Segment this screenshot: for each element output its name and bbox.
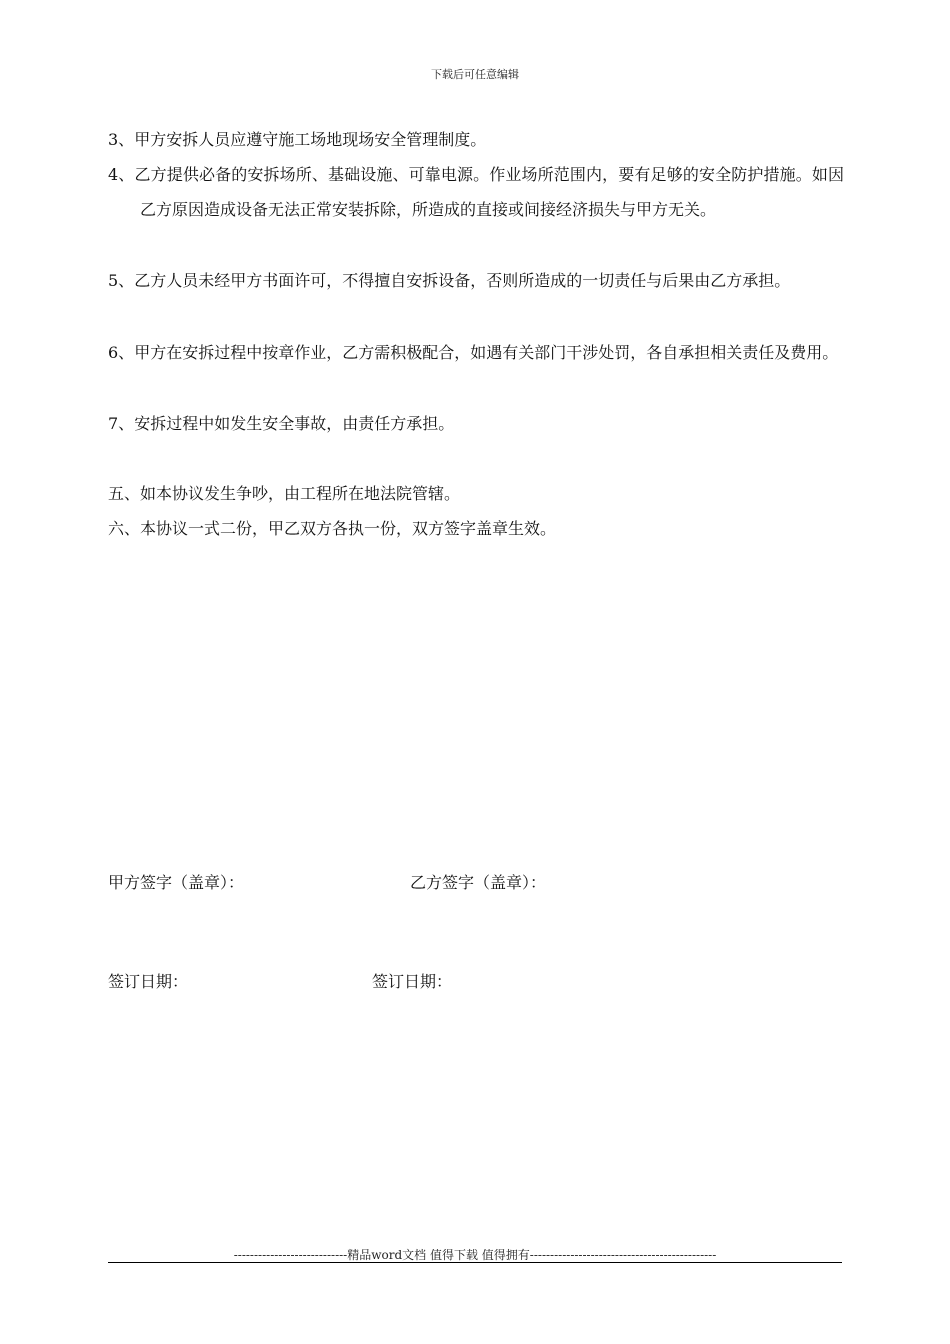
- footer-divider: [108, 1262, 842, 1263]
- item-number: 6、: [108, 343, 135, 362]
- clause-copies: 六、本协议一式二份，甲乙双方各执一份，双方签字盖章生效。: [108, 519, 557, 538]
- item-text: 乙方提供必备的安拆场所、基础设施、可靠电源。作业场所范围内，要有足够的安全防护措施。如因乙方原因造成设备无法正常安装拆除，所造成的直接或间接经济损失与甲方无关。: [134, 165, 844, 219]
- clause-item-3: [108, 122, 844, 157]
- item-text: 乙方人员未经甲方书面许可，不得擅自安拆设备，否则所造成的一切责任与后果由乙方承担。: [134, 271, 791, 290]
- page-footer: ----------------------------精品word文档 值得下载 值得拥有----------------------------------------------: [233, 1248, 717, 1262]
- item-number: 5、: [108, 271, 135, 290]
- party-a-signature-label: 甲方签字（盖章）：: [108, 873, 245, 892]
- item-number: 7、: [108, 414, 135, 433]
- clause-item-5: [108, 263, 844, 298]
- item-number: 3、: [108, 130, 135, 149]
- item-text: 甲方安拆人员应遵守施工场地现场安全管理制度。: [134, 130, 487, 149]
- party-b-date-label: 签订日期：: [372, 972, 453, 991]
- clause-jurisdiction: 五、如本协议发生争吵，由工程所在地法院管辖。: [108, 484, 461, 503]
- clause-item-7: [108, 406, 844, 441]
- item-text: 甲方在安拆过程中按章作业，乙方需积极配合，如遇有关部门干涉处罚，各自承担相关责任及费用。: [134, 343, 839, 362]
- item-text: 安拆过程中如发生安全事故，由责任方承担。: [134, 414, 455, 433]
- party-b-signature-label: 乙方签字（盖章）：: [410, 873, 547, 892]
- item-number: 4、: [108, 165, 135, 184]
- page-header: 下载后可任意编辑: [431, 68, 519, 81]
- clause-item-6: [108, 335, 844, 370]
- party-a-date-label: 签订日期：: [108, 972, 189, 991]
- clause-item-4: [108, 157, 844, 227]
